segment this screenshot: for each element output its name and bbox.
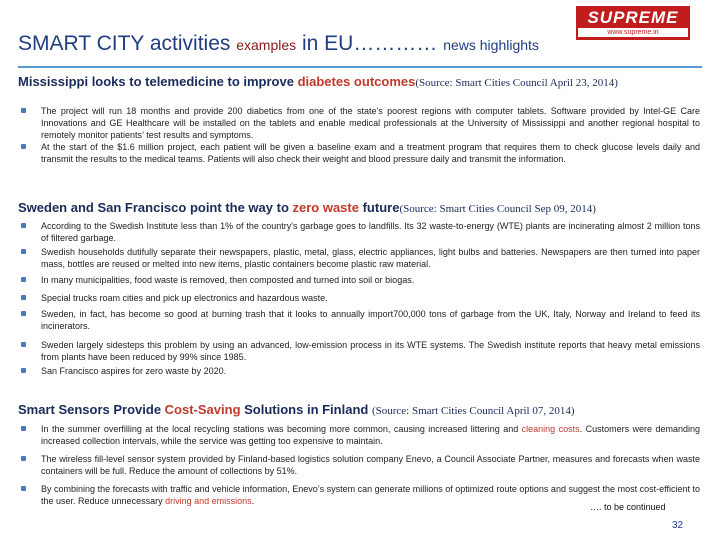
title-examples: examples bbox=[236, 37, 297, 53]
supreme-logo bbox=[576, 6, 690, 40]
heading-highlight: diabetes outcomes bbox=[297, 74, 416, 89]
item-text: In the summer overfilling at the local recycling stations was becoming more common, causing increased littering and bbox=[41, 424, 522, 434]
section-heading-mississippi bbox=[18, 74, 618, 89]
heading-source: (Source: Smart Cities Council April 07, 2014) bbox=[371, 405, 575, 417]
heading-source: (Source: Smart Cities Council April 23, 2014) bbox=[415, 77, 618, 89]
title-part: SMART CITY activities bbox=[18, 32, 237, 55]
item-highlight: driving and emissions bbox=[165, 496, 252, 506]
page-number: 32 bbox=[672, 520, 684, 531]
heading-tail: future bbox=[358, 200, 400, 215]
heading-text: Mississippi looks to telemedicine to improve bbox=[18, 74, 298, 89]
slide-title bbox=[18, 32, 539, 56]
list-item: Special trucks roam cities and pick up electronics and hazardous waste. bbox=[18, 292, 700, 304]
bullet-list-sweden bbox=[18, 220, 700, 377]
bullet-list-mississippi bbox=[18, 105, 700, 165]
list-item: At the start of the $1.6 million project, each patient will be given a baseline exam and a treatment program that requires them to check glucose levels daily and transmit the results to the medical teams. Patients will also check their weight and blood pressure daily and transmit the information. bbox=[18, 141, 700, 165]
heading-text: Smart Sensors Provide bbox=[18, 402, 165, 417]
section-heading-finland bbox=[18, 402, 575, 417]
list-item: Sweden, in fact, has become so good at burning trash that it looks to annually import700,000 tons of garbage from the UK, Italy, Norway and Ireland to feed its incinerators. bbox=[18, 308, 700, 332]
item-text: The wireless fill-level sensor system provided by Finland-based logistics solution company Enevo, a Council Associate Partner, measures and forecasts when waste containers will be full. Reduce the amount of collections by 51%. bbox=[41, 454, 700, 476]
list-item bbox=[18, 453, 700, 477]
heading-tail: Solutions in Finland bbox=[240, 402, 372, 417]
list-item: Swedish households dutifully separate their newspapers, plastic, metal, glass, electric appliances, light bulbs and batteries. Newspapers are then turned into paper mass, bottles are reused or melted into new items, plastic containers become plastic raw material. bbox=[18, 246, 700, 270]
section-heading-sweden bbox=[18, 200, 596, 215]
bullet-list-finland bbox=[18, 423, 700, 507]
list-item: Sweden largely sidesteps this problem by using an advanced, low-emission process in its WTE systems. The Swedish institute reports that heavy metal emissions from plants have been reduced by 99% since 1985. bbox=[18, 339, 700, 363]
list-item bbox=[18, 423, 700, 447]
logo-name: SUPREME bbox=[587, 8, 679, 27]
item-highlight: cleaning costs bbox=[521, 424, 580, 434]
title-part: in EU………… bbox=[296, 32, 444, 55]
list-item: The project will run 18 months and provide 200 diabetics from one of the state’s poorest regions with computer tablets. Software provided by Intel-GE Care Innovations and GE Healthcare will be installed on the tablets and enable medical professionals at the University of Mississippi and another regional hospital to remotely monitor patients’ test results and symptoms. bbox=[18, 105, 700, 141]
heading-source: (Source: Smart Cities Council Sep 09, 2014) bbox=[399, 203, 596, 215]
heading-text: Sweden and San Francisco point the way to bbox=[18, 200, 293, 215]
list-item: According to the Swedish Institute less than 1% of the country's garbage goes to landfills. Its 32 waste-to-energy (WTE) plants are incinerating almost 2 million tons of filtered garbage. bbox=[18, 220, 700, 244]
item-text: By combining the forecasts with traffic and vehicle information, Enevo’s system can generate millions of optimized route options and suggest the most cost-efficient to the user. Reduce unnecessary bbox=[41, 484, 700, 506]
title-news-highlights: news highlights bbox=[443, 37, 539, 53]
list-item: San Francisco aspires for zero waste by 2020. bbox=[18, 365, 700, 377]
title-divider bbox=[18, 66, 702, 68]
continued-note: …. to be continued bbox=[590, 502, 666, 512]
list-item: In many municipalities, food waste is removed, then composted and turned into soil or biogas. bbox=[18, 274, 700, 286]
logo-url: www.supreme.in bbox=[578, 28, 688, 37]
heading-highlight: Cost-Saving bbox=[164, 402, 241, 417]
item-text: . Customers were demanding increased collection intervals, while the service was getting too expensive to maintain. bbox=[41, 424, 701, 446]
item-text: . bbox=[251, 496, 255, 506]
heading-highlight: zero waste bbox=[292, 200, 359, 215]
